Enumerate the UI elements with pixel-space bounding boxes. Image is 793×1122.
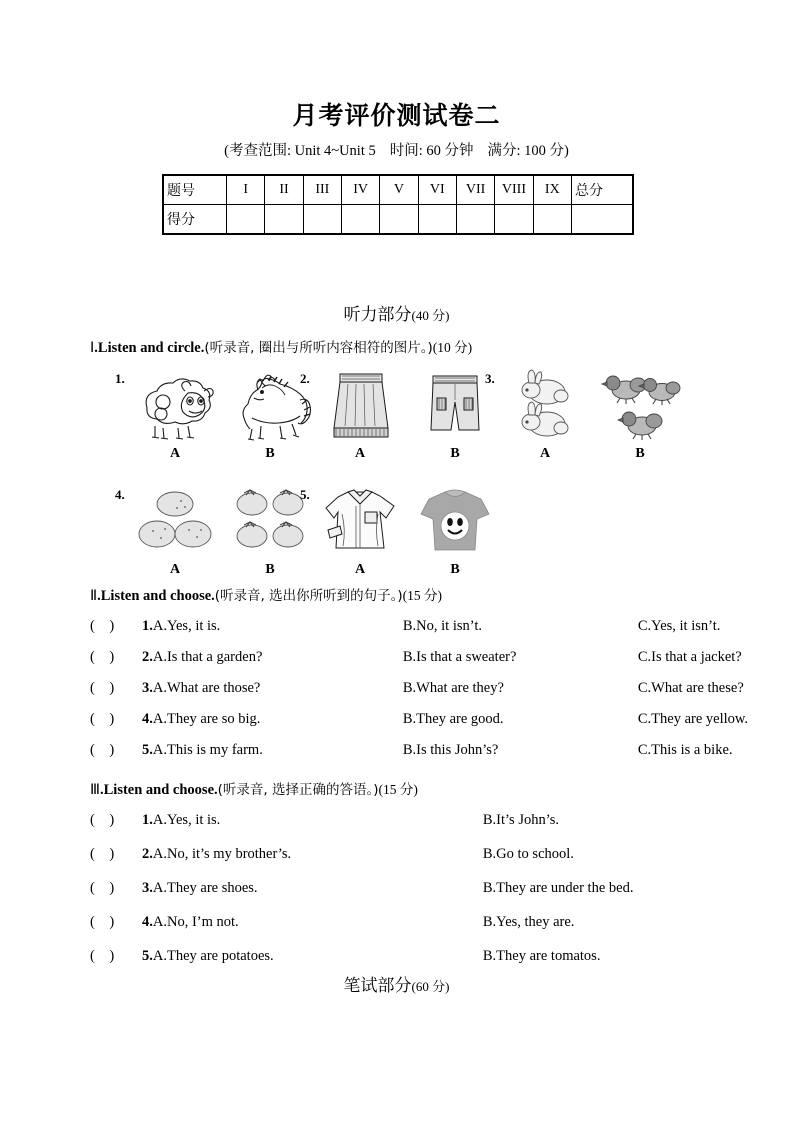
option-b-3-4[interactable]: B.Yes, they are. [482,914,575,930]
answer-blank-2-2[interactable]: ( ) [90,649,115,665]
picture-item-4-number: 4. [115,487,125,502]
score-table-col-total: 总分 [572,175,634,205]
score-table-col-7: VII [456,175,494,205]
score-table [162,174,634,235]
answer-blank-2-4[interactable]: ( ) [90,711,115,727]
section-1-title: .Listen and circle. [94,340,205,356]
section-2-question-2 [90,649,750,666]
chicks-icon[interactable] [598,368,682,444]
option-a-2-3[interactable]: A.What are those? [152,680,261,696]
question-number-3-3: 3. [142,880,153,896]
question-number-3-1: 1. [142,812,153,828]
section-3-question-5 [90,948,750,965]
answer-blank-2-1[interactable]: ( ) [90,618,115,634]
question-number-2-1: 1. [142,618,153,634]
score-cell-7[interactable] [456,205,494,235]
section-3-title: .Listen and choose. [100,782,218,798]
option-b-2-3[interactable]: B.What are they? [402,680,504,696]
written-part-heading [0,971,793,996]
sheep-icon[interactable] [133,368,217,444]
option-b-2-1[interactable]: B.No, it isn’t. [402,618,482,634]
shirt-icon[interactable] [318,484,402,560]
picture-question-row-1 [0,368,793,473]
exam-total-score: 满分: 100 分) [487,143,569,159]
picture-item-3-number: 3. [485,371,495,386]
picture-item-1-option-a-label: A [169,446,181,461]
section-2-roman: Ⅱ [90,588,98,604]
picture-item-4-option-b-label: B [265,562,275,577]
potatoes-icon[interactable] [133,484,217,560]
answer-blank-3-5[interactable]: ( ) [90,948,115,964]
section-2-question-4 [90,711,750,728]
picture-item-4 [115,484,330,589]
score-table-col-8: VIII [495,175,533,205]
section-2-question-1 [90,618,750,635]
score-table-col-3: III [303,175,341,205]
section-3-roman: Ⅲ [90,782,100,798]
question-number-2-5: 5. [142,742,153,758]
section-1-instruction: (听录音, 圈出与所听内容相符的图片。) [204,340,433,356]
option-c-2-5[interactable]: C.This is a bike. [637,742,733,758]
question-number-2-2: 2. [142,649,153,665]
score-table-col-9: IX [533,175,571,205]
picture-item-1-number: 1. [115,371,125,386]
picture-item-2-option-b-label: B [450,446,460,461]
option-b-3-2[interactable]: B.Go to school. [482,846,574,862]
section-2-heading [90,584,442,605]
score-cell-8[interactable] [495,205,533,235]
score-table-col-6: VI [418,175,456,205]
question-number-2-4: 4. [142,711,153,727]
option-c-2-2[interactable]: C.Is that a jacket? [637,649,742,665]
picture-item-5-option-b-label: B [450,562,460,577]
picture-item-3-option-b-label: B [635,446,645,461]
picture-item-1 [115,368,330,473]
score-cell-3[interactable] [303,205,341,235]
rabbits-icon[interactable] [503,368,587,444]
option-a-3-4[interactable]: A.No, I’m not. [152,914,239,930]
answer-blank-2-3[interactable]: ( ) [90,680,115,696]
question-number-3-5: 5. [142,948,153,964]
score-cell-6[interactable] [418,205,456,235]
picture-question-row-2 [0,484,793,589]
option-b-2-2[interactable]: B.Is that a sweater? [402,649,517,665]
section-3-question-1 [90,812,750,829]
exam-scope-line [0,139,793,160]
listening-part-label: 听力部分 [343,305,412,325]
section-2-points: (15 分) [402,588,443,603]
section-3-heading [90,778,418,799]
answer-blank-3-3[interactable]: ( ) [90,880,115,896]
option-b-3-1[interactable]: B.It’s John’s. [482,812,560,828]
option-a-2-1[interactable]: A.Yes, it is. [152,618,221,634]
score-table-row-label-questions: 题号 [163,175,227,205]
score-table-score-row [163,205,633,235]
score-table-container [162,174,634,235]
picture-item-2-option-a-label: A [354,446,366,461]
option-a-3-5[interactable]: A.They are potatoes. [152,948,274,964]
score-cell-2[interactable] [265,205,303,235]
score-cell-5[interactable] [380,205,418,235]
section-3-question-3 [90,880,750,897]
section-3-question-4 [90,914,750,931]
section-1-heading [90,336,472,357]
option-b-3-5[interactable]: B.They are tomatos. [482,948,601,964]
written-part-points: (60 分) [411,979,450,994]
question-number-3-4: 4. [142,914,153,930]
section-3-question-2 [90,846,750,863]
section-1-roman: Ⅰ [90,340,95,356]
score-cell-total[interactable] [572,205,634,235]
option-a-3-1[interactable]: A.Yes, it is. [152,812,221,828]
picture-item-5 [300,484,515,589]
answer-blank-3-2[interactable]: ( ) [90,846,115,862]
option-a-2-5[interactable]: A.This is my farm. [152,742,263,758]
option-a-2-4[interactable]: A.They are so big. [152,711,261,727]
section-1-points: (10 分) [432,340,473,355]
listening-part-points: (40 分) [411,308,450,323]
question-number-3-2: 2. [142,846,153,862]
tshirt-icon[interactable] [413,484,497,560]
exam-scope: (考查范围: Unit 4~Unit 5 [224,143,376,159]
skirt-icon[interactable] [318,368,402,444]
option-b-3-3[interactable]: B.They are under the bed. [482,880,634,896]
picture-item-5-option-a-label: A [354,562,366,577]
picture-item-3 [485,368,700,473]
picture-item-4-option-a-label: A [169,562,181,577]
picture-item-2 [300,368,515,473]
score-table-row-label-score: 得分 [163,205,227,235]
section-2-instruction: (听录音, 选出你所听到的句子。) [214,588,403,604]
section-3-points: (15 分) [378,782,418,797]
picture-item-3-option-a-label: A [539,446,551,461]
picture-item-5-number: 5. [300,487,310,502]
section-2-title: .Listen and choose. [97,588,215,604]
score-cell-4[interactable] [341,205,379,235]
option-c-2-1[interactable]: C.Yes, it isn’t. [637,618,721,634]
page-title: 月考评价测试卷二 [292,101,501,130]
exam-time: 时间: 60 分钟 [389,143,474,159]
option-a-2-2[interactable]: A.Is that a garden? [152,649,263,665]
score-table-col-1: I [227,175,265,205]
section-3-instruction: (听录音, 选择正确的答语。) [217,782,379,798]
question-number-2-3: 3. [142,680,153,696]
section-2-question-5 [90,742,750,759]
option-a-3-2[interactable]: A.No, it’s my brother’s. [152,846,292,862]
picture-item-2-number: 2. [300,371,310,386]
written-part-label: 笔试部分 [343,976,412,996]
listening-part-heading [0,300,793,325]
answer-blank-2-5[interactable]: ( ) [90,742,115,758]
score-cell-9[interactable] [533,205,571,235]
score-cell-1[interactable] [227,205,265,235]
option-c-2-3[interactable]: C.What are these? [637,680,744,696]
answer-blank-3-4[interactable]: ( ) [90,914,115,930]
score-table-header-row [163,175,633,205]
score-table-col-5: V [380,175,418,205]
score-table-col-2: II [265,175,303,205]
answer-blank-3-1[interactable]: ( ) [90,812,115,828]
option-b-2-4[interactable]: B.They are good. [402,711,504,727]
option-a-3-3[interactable]: A.They are shoes. [152,880,258,896]
option-b-2-5[interactable]: B.Is this John’s? [402,742,499,758]
picture-item-1-option-b-label: B [265,446,275,461]
score-table-col-4: IV [341,175,379,205]
section-2-question-3 [90,680,750,697]
option-c-2-4[interactable]: C.They are yellow. [637,711,749,727]
